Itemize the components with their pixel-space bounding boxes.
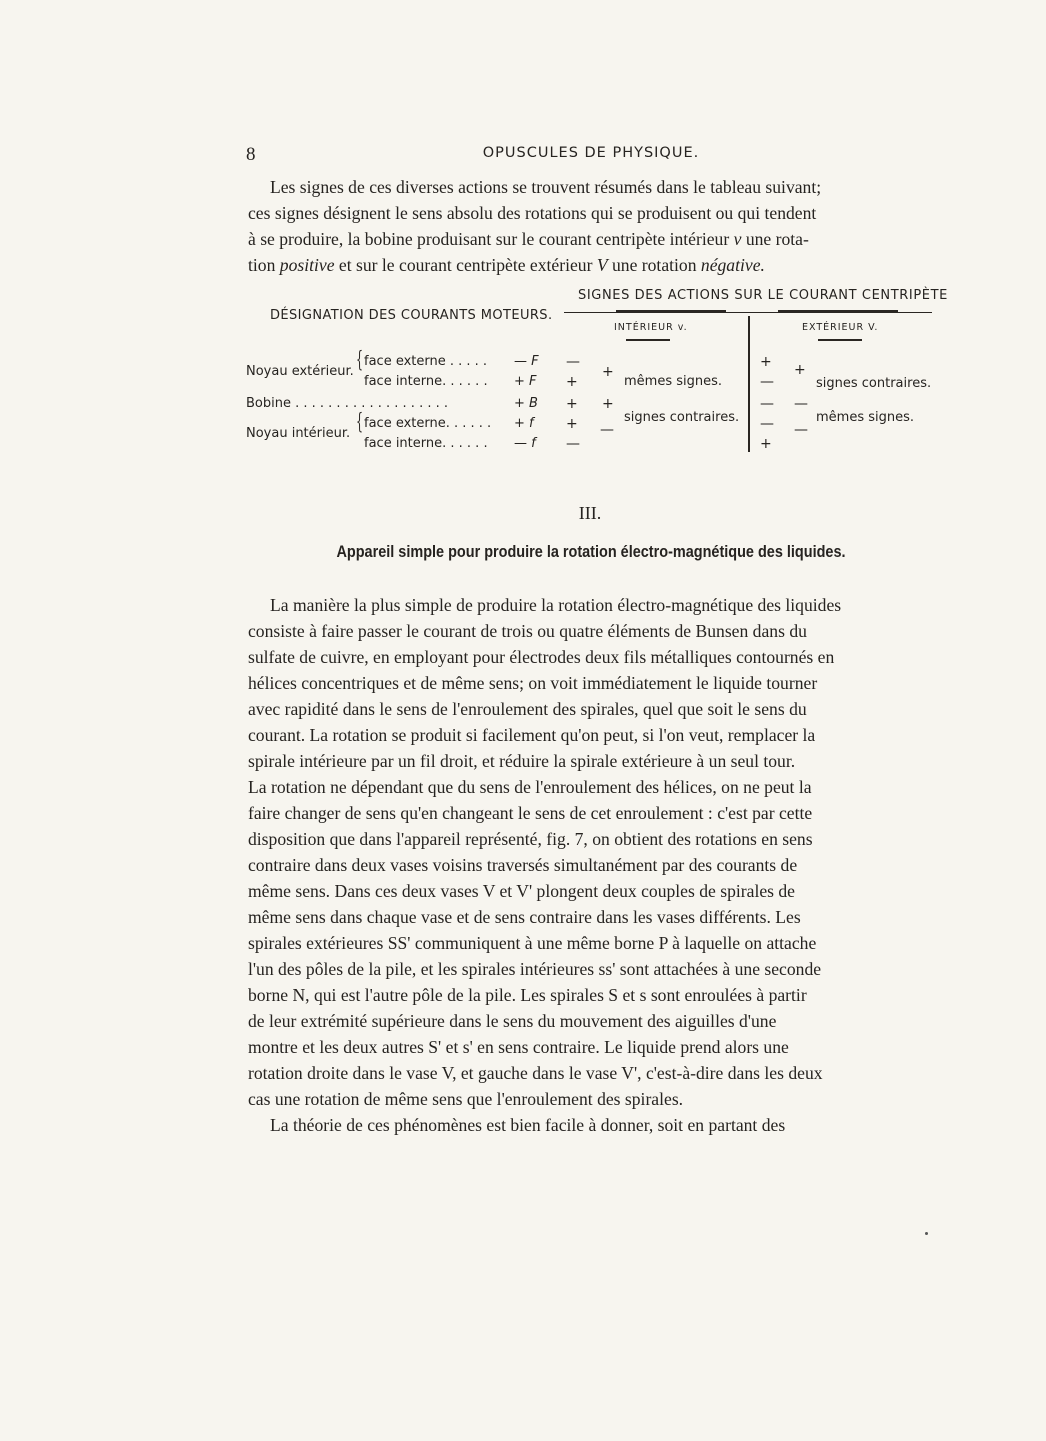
ext-label-1: signes contraires. bbox=[816, 376, 932, 391]
row-face-interne-2: face interne. . . . . . bbox=[364, 436, 488, 451]
row-noyau-interieur: Noyau intérieur. bbox=[246, 426, 351, 441]
column-divider bbox=[748, 316, 750, 452]
ext-label-2: mêmes signes. bbox=[816, 410, 915, 425]
page-number: 8 bbox=[246, 144, 256, 165]
row-face-externe-1: face externe . . . . . bbox=[364, 354, 488, 369]
body-line: même sens dans chaque vase et de sens contraire dans les vases différents. Les bbox=[248, 907, 801, 927]
int-result-1: + bbox=[602, 364, 614, 380]
ext-result-2: — bbox=[794, 396, 808, 412]
table-header-designation: DÉSIGNATION DES COURANTS MOTEURS. bbox=[270, 308, 553, 323]
ext-sign-2: — bbox=[760, 374, 774, 390]
symbol-4: + f bbox=[514, 416, 534, 431]
exterior-underline bbox=[818, 339, 862, 341]
speck bbox=[925, 1232, 928, 1235]
int-sign-5: — bbox=[566, 436, 580, 452]
int-sign-1: — bbox=[566, 354, 580, 370]
interior-underline bbox=[626, 339, 670, 341]
row-noyau-exterieur: Noyau extérieur. bbox=[246, 364, 354, 379]
intro-line-3: à se produire, la bobine produisant sur le courant centripète intérieur v une rota- bbox=[248, 229, 809, 249]
int-sign-4: + bbox=[566, 416, 578, 432]
body-line: spirale intérieure par un fil droit, et réduire la spirale extérieure à un seul tour. bbox=[248, 751, 796, 771]
row-bobine: Bobine . . . . . . . . . . . . . . . . . . . bbox=[246, 396, 449, 411]
body-line: l'un des pôles de la pile, et les spirales intérieures ss' sont attachées à une seconde bbox=[248, 959, 822, 979]
intro-line-1: Les signes de ces diverses actions se trouvent résumés dans le tableau suivant; bbox=[270, 177, 822, 197]
symbol-3: + B bbox=[514, 396, 538, 411]
ext-sign-4: — bbox=[760, 416, 774, 432]
body-line: disposition que dans l'appareil représenté, fig. 7, on obtient des rotations en sens bbox=[248, 829, 813, 849]
body-line: contraire dans deux vases voisins traversés simultanément par des courants de bbox=[248, 855, 798, 875]
section-title: Appareil simple pour produire la rotation électro-magnétique des liquides. bbox=[336, 542, 846, 561]
symbol-5: — f bbox=[514, 436, 536, 451]
col-interior-label: INTÉRIEUR v. bbox=[614, 322, 688, 333]
body-line: de leur extrémité supérieure dans le sens du mouvement des aiguilles d'une bbox=[248, 1011, 777, 1031]
ext-result-1: + bbox=[794, 362, 806, 378]
row-face-interne-1: face interne. . . . . . bbox=[364, 374, 488, 389]
brace: { bbox=[356, 410, 363, 435]
body-line: montre et les deux autres S' et s' en sens contraire. Le liquide prend alors une bbox=[248, 1037, 789, 1057]
body-line: consiste à faire passer le courant de trois ou quatre éléments de Bunsen dans du bbox=[248, 621, 807, 641]
body-line: La rotation ne dépendant que du sens de l'enroulement des hélices, on ne peut la bbox=[248, 777, 812, 797]
header-rule-thick-right bbox=[778, 310, 898, 313]
running-head bbox=[246, 144, 936, 166]
int-label-1: mêmes signes. bbox=[624, 374, 723, 389]
body-line: borne N, qui est l'autre pôle de la pile. Les spirales S et s sont enroulées à partir bbox=[248, 985, 807, 1005]
body-line: cas une rotation de même sens que l'enroulement des spirales. bbox=[248, 1089, 684, 1109]
brace: { bbox=[356, 348, 363, 373]
int-sign-3: + bbox=[566, 396, 578, 412]
body-line: hélices concentriques et de même sens; on voit immédiatement le liquide tourner bbox=[248, 673, 818, 693]
section-number: III. bbox=[578, 503, 602, 523]
int-sign-2: + bbox=[566, 374, 578, 390]
col-exterior-label: EXTÉRIEUR V. bbox=[802, 322, 879, 333]
intro-line-4: tion positive et sur le courant centripète extérieur V une rotation négative. bbox=[248, 255, 765, 275]
int-label-2: signes contraires. bbox=[624, 410, 740, 425]
ext-sign-1: + bbox=[760, 354, 772, 370]
symbol-2: + F bbox=[514, 374, 537, 389]
body-line: sulfate de cuivre, en employant pour électrodes deux fils métalliques contournés en bbox=[248, 647, 835, 667]
body-line: La manière la plus simple de produire la rotation électro-magnétique des liquides bbox=[270, 595, 842, 615]
body-line: même sens. Dans ces deux vases V et V' plongent deux couples de spirales de bbox=[248, 881, 795, 901]
body-line: faire changer de sens qu'en changeant le sens de cet enroulement : c'est par cette bbox=[248, 803, 813, 823]
signs-table bbox=[246, 286, 946, 456]
body-line: rotation droite dans le vase V, et gauche dans le vase V', c'est-à-dire dans les deux bbox=[248, 1063, 823, 1083]
table-header-actions: SIGNES DES ACTIONS SUR LE COURANT CENTRIPÈTE bbox=[578, 288, 948, 303]
int-result-2: + bbox=[602, 396, 614, 412]
intro-line-2: ces signes désignent le sens absolu des rotations qui se produisent ou qui tendent bbox=[248, 203, 817, 223]
ext-sign-3: — bbox=[760, 396, 774, 412]
body-line: courant. La rotation se produit si facilement qu'on peut, si l'on veut, remplacer la bbox=[248, 725, 816, 745]
body-paragraph-2: La théorie de ces phénomènes est bien facile à donner, soit en partant des bbox=[270, 1115, 786, 1135]
body-line: avec rapidité dans le sens de l'enroulement des spirales, quel que soit le sens du bbox=[248, 699, 807, 719]
row-face-externe-2: face externe. . . . . . bbox=[364, 416, 492, 431]
running-title: OPUSCULES DE PHYSIQUE. bbox=[482, 145, 700, 161]
symbol-1: — F bbox=[514, 354, 539, 369]
body-line: spirales extérieures SS' communiquent à une même borne P à laquelle on attache bbox=[248, 933, 817, 953]
ext-sign-5: + bbox=[760, 436, 772, 452]
ext-result-3: — bbox=[794, 422, 808, 438]
header-rule-thick-left bbox=[616, 310, 726, 313]
int-result-3: — bbox=[600, 422, 614, 438]
